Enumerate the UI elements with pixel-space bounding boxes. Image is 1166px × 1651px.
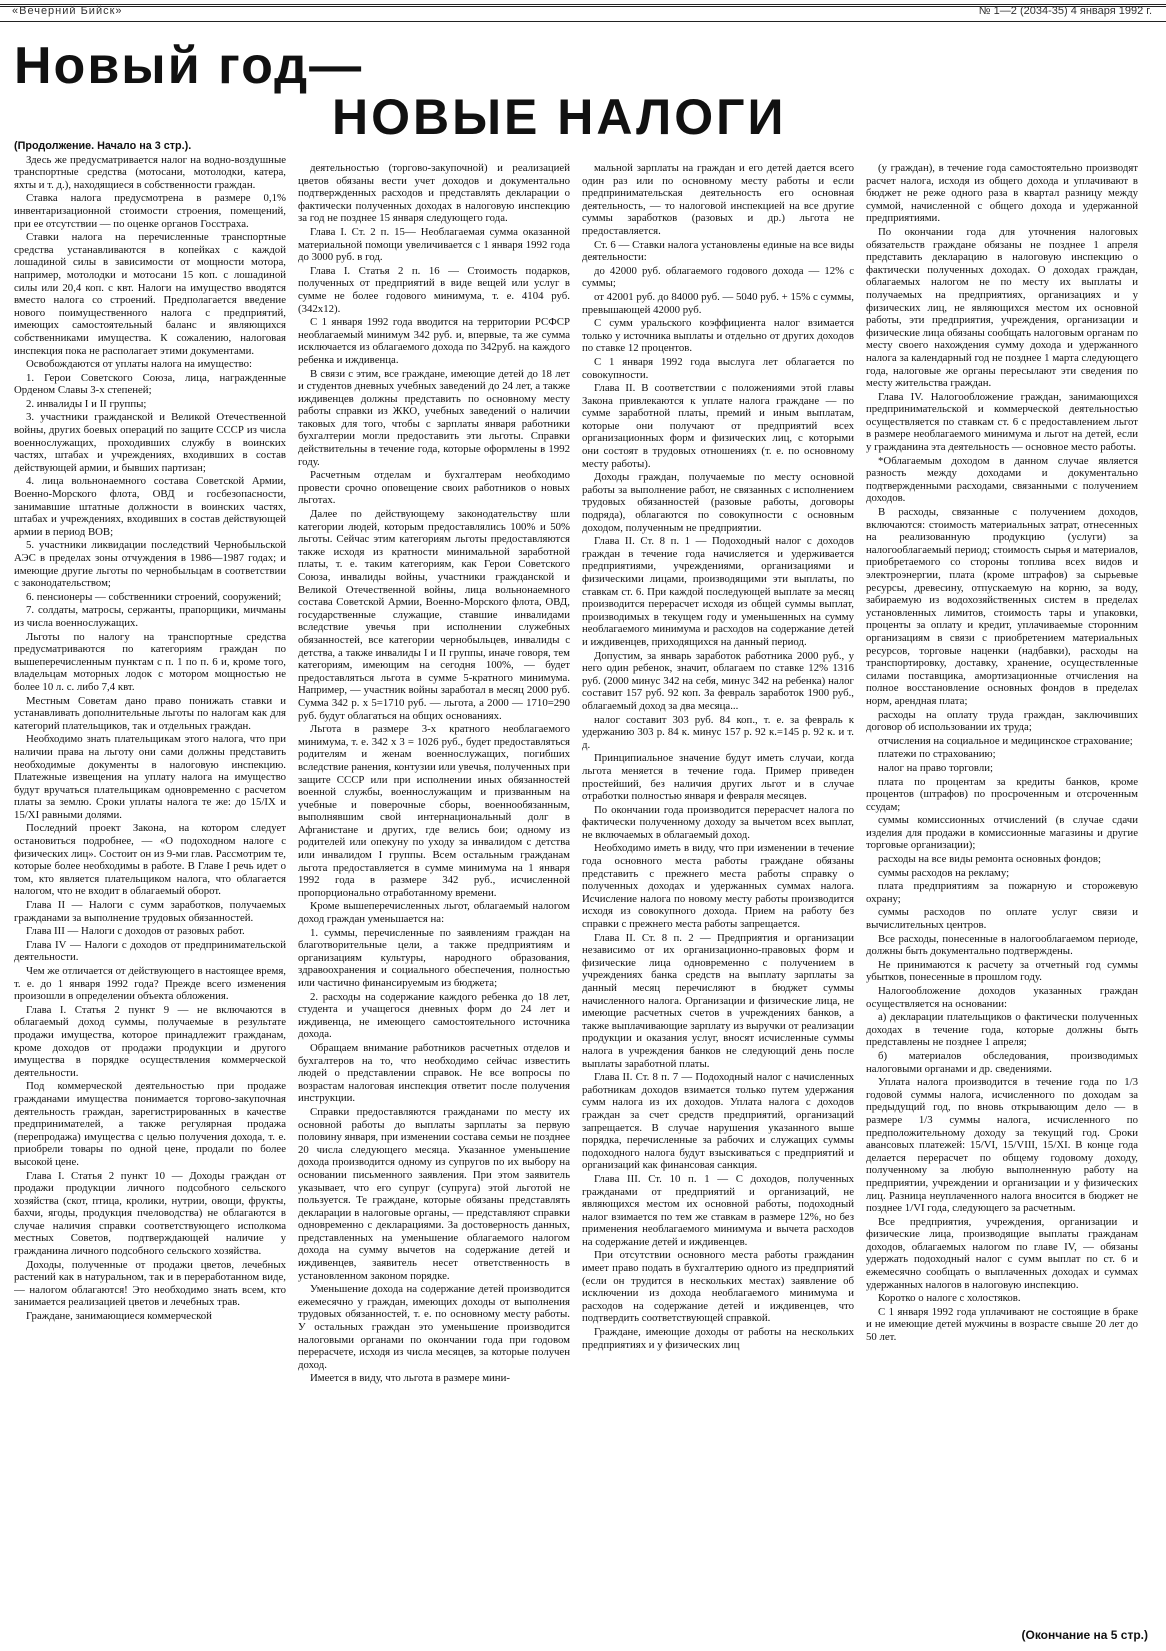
paragraph: расходы на все виды ремонта основных фондов; [878, 853, 1101, 866]
paragraph: до 42000 руб. облагаемого годового дохода — 12% с суммы; [582, 264, 854, 290]
paragraph: 2. инвалиды I и II группы; [26, 397, 147, 410]
masthead: «Вечерний Бийск» [12, 5, 123, 17]
column-4 [866, 140, 1138, 1618]
paragraph: Глава II. В соответствии с положениями этой главы Закона привлекаются к уплате налога граждане — по сумме заработной платы, премий и иным выплатам, которые они получают от предприятий всех организационных форм и физических лиц, с которыми они состоят в трудовых отношениях (т. е. по основному месту работы). [582, 382, 854, 470]
paragraph: налог на право торговли; [878, 761, 993, 774]
paragraph: Льготы по налогу на транспортные средства предусматриваются по категориям граждан по вышеперечисленным пунктам с п. 1 по п. 6 и, кроме того, владельцам моторных лодок с мотором мощностью не более 10 л. с. либо 7,4 квт. [14, 630, 286, 693]
paragraph: 1. Герои Советского Союза, лица, награжденные Орденом Славы 3-х степеней; [14, 371, 286, 397]
paragraph: Последний проект Закона, на котором следует остановиться подробнее, — «О подоходном налоге с физических лиц». Состоит он из 9-ми глав. Рассмотрим те, которые более необходимы в работе. В Главе I речь идет о том, кто является плательщиком налога, что облагается налогом, что не входит в облагаемый оборот. [14, 822, 286, 898]
paragraph: Глава III. Ст. 10 п. 1 — С доходов, полученных гражданами от предприятий и организаций, не являющихся местом их основной работы, подоходный налог взимается по тем же ставкам в размере 12%, но без применения необлагаемого минимума и вычета расходов на содержание детей и иждивенцев. [582, 1172, 854, 1248]
paragraph: С сумм уральского коэффициента налог взимается только у источника выплаты и отдельно от других доходов по ставке 12 процентов. [582, 317, 854, 355]
paragraph: По окончании года производится перерасчет налога по фактически полученному доходу за вычетом всех выплат, не включаемых в облагаемый доход. [582, 803, 854, 841]
paragraph: мальной зарплаты на граждан и его детей дается всего один раз или по основному месту работы и если предпринимательская деятельность его основная деятельность, — то налоговой инспекцией на все другие суммы заработков (разовых и др.) льгота не предоставляется. [582, 162, 854, 237]
paragraph: 6. пенсионеры — собственники строений, сооружений; [26, 590, 282, 603]
paragraph: Глава I. Статья 2 пункт 10 — Доходы граждан от продажи продукции личного подсобного сельского хозяйства (скот, птица, кролики, нутрии, овощи, фрукты, бахчи, ягоды, продукция пчеловодства) не облагаются в случае наличия справки соответствующего исполкома местных Советов, подтверждающей наличие у гражданина личного подсобного сельского хозяйства. [14, 1169, 286, 1258]
paragraph: (у граждан), в течение года самостоятельно производят расчет налога, исходя из общего дохода и уплачивают в бюджет не реже одного раза в квартал разницу между суммой, начисленной с общего дохода и удержанной предприятиями. [866, 162, 1138, 225]
paragraph: а) декларации плательщиков о фактически полученных доходах в течение года, которые должны быть представлены не позднее 1 апреля; [866, 1011, 1138, 1049]
paragraph: Глава I. Статья 2 п. 16 — Стоимость подарков, полученных от предприятий в виде вещей или услуг в сумме не более годового минимума, т. е. 4104 руб. (342х12). [298, 264, 570, 315]
paragraph: Ставка налога предусмотрена в размере 0,1% инвентаризационной стоимости строения, помещений, при ее отсутствии — по оценке органов Госстраха. [14, 192, 286, 230]
paragraph: деятельностью (торгово-закупочной) и реализацией цветов обязаны вести учет доходов и документально подтвержденных расходов и представлять декларации о фактически полученных доходах в налоговую инспекцию за год не позднее 15 января следующего года. [298, 162, 570, 225]
paragraph: В связи с этим, все граждане, имеющие детей до 18 лет и студентов дневных учебных заведений до 24 лет, а также иждивенцев должны представить по основному месту работы справки из ЖКО, учебных заведений о наличии таковых для того, чтобы с зарплаты января работники бухгалтерии могли предоставить эти льготы. Справки действительны в течение года, которые оформлены в 1992 году. [298, 367, 570, 468]
paragraph: Граждане, занимающиеся коммерческой [26, 1310, 212, 1323]
paragraph: Освобождаются от уплаты налога на имущество: [26, 358, 252, 371]
paragraph: суммы расходов на рекламу; [878, 866, 1010, 879]
paragraph: 7. солдаты, матросы, сержанты, прапорщики, мичманы из числа военнослужащих. [14, 604, 286, 629]
paragraph: Ст. 6 — Ставки налога установлены единые на все виды деятельности: [582, 238, 854, 264]
paragraph: 5. участники ликвидации последствий Чернобыльской АЭС в пределах зоны отчуждения в 1986—1987 годах; и имеющие другие льготы по чернобыльцам в соответствии с законодательством; [14, 539, 286, 590]
paragraph: Под коммерческой деятельностью при продаже гражданами имущества понимается торгово-закупочная деятельность граждан, зарегистрированных в качестве предпринимателей, а также регулярная продажа (перепродажа) имущества с целью получения дохода, т. е. приобрели товары по одной цене, продали по более высокой цене. [14, 1080, 286, 1168]
paragraph: плата предприятиям за пожарную и сторожевую охрану; [866, 880, 1138, 905]
paragraph: При отсутствии основного места работы гражданин имеет право подать в бухгалтерию одного из предприятий (если он трудится в нескольких местах) заявление об исключении из дохода необлагаемого минимума и расходов на содержание детей и иждивенцев, что подтвердить соответствующей справкой. [582, 1249, 854, 1325]
paragraph: Глава II. Ст. 8 п. 7 — Подоходный налог с начисленных работникам доходов взимается только путем удержания сумм налога из их доходов. Уплата налога с доходов граждан за счет средств предприятий, организаций запрещается. В случае нарушения указанного выше порядка, перечисленные за рабочих и служащих суммы подоходного налога будут взыскиваться с предприятий и организаций как финансовая санкция. [582, 1071, 854, 1172]
continuation-note: (Продолжение. Начало на 3 стр.). [14, 140, 192, 152]
paragraph: Глава I. Статья 2 пункт 9 — не включаются в облагаемый доход суммы, получаемые в результате продажи имущества, которое принадлежит гражданам, кроме доходов от продажи продукции и другого имущества в порядке осуществления коммерческой деятельности. [14, 1003, 286, 1079]
paragraph: По окончании года для уточнения налоговых обязательств граждане обязаны не позднее 1 апреля представить декларацию в налоговую инспекцию о фактически полученных доходах. О доходах граждан, облагаемых налогом не по месту их выплаты и получаемых на предприятиях, организациях и у физических лиц, не являющихся местом их основной работы, эти предприятия, учреждения, организации и физические лица обязаны сообщать налоговым органам по месту своего нахождения сумму дохода и удержанного налога за календарный год не позднее 1 марта следующего года, налоговые же органы пересылают эти сведения по месту жительства граждан. [866, 225, 1138, 390]
continued-note: (Окончание на 5 стр.) [1021, 1628, 1148, 1642]
paragraph: расходы на оплату труда граждан, заключивших договор об использовании их труда; [866, 708, 1138, 734]
paragraph: Глава I. Ст. 2 п. 15— Необлагаемая сумма оказанной материальной помощи увеличивается с 1 января 1992 года до 3000 руб. в год. [298, 225, 570, 264]
paragraph: налог составит 303 руб. 84 коп., т. е. за февраль к удержанию 303 р. 84 к. минус 157 р. 92 к.=145 р. 92 к. и т. д. [582, 713, 854, 751]
paragraph: Все предприятия, учреждения, организации и физические лица, производящие выплаты гражданам доходов, облагаемых налогом по главе IV, — обязаны удержать подоходный налог с сумм выплат по ст. 6 и ежемесячно сообщать о выплаченных доходах и суммах удержанных налогов в налоговую инспекцию. [866, 1215, 1138, 1291]
paragraph: суммы расходов по оплате услуг связи и вычислительных центров. [866, 906, 1138, 932]
paragraph: 2. расходы на содержание каждого ребенка до 18 лет, студента и учащегося дневных форм до 24 лет и иждивенца, не имеющего самостоятельного источника дохода. [298, 990, 570, 1041]
paragraph: суммы комиссионных отчислений (в случае сдачи изделия для продажи в комиссионные магазины и другие торговые организации); [866, 814, 1138, 852]
paragraph: б) материалов обследования, производимых налоговыми органами и др. сведениями. [866, 1049, 1138, 1075]
paragraph: Коротко о налоге с холостяков. [878, 1292, 1021, 1305]
paragraph: Доходы граждан, получаемые по месту основной работы за выполнение работ, не связанных с исполнением трудовых обязанностей (разовые работы, договоры подряда), облагаются по совокупности с основным доходом, полученным не предприятии. [582, 471, 854, 534]
paragraph: Местным Советам дано право понижать ставки и устанавливать дополнительные льготы по налогам как для категорий плательщиков, так и отдельных граждан. [14, 694, 286, 732]
paragraph: С 1 января 1992 года выслуга лет облагается по совокупности. [582, 355, 854, 381]
headline-line-2: НОВЫЕ НАЛОГИ [332, 89, 787, 145]
headline-line-1: Новый год— [14, 37, 364, 95]
paragraph: Справки предоставляются гражданами по месту их основной работы до выплаты зарплаты за первую половину января, при изменении состава семьи не позднее 20 числа следующего месяца. Указанное уменьшение дохода производится одному из супругов по их выбору на основании письменного заявления. При этом заявитель указывает, что его супруг (супруга) этой льготой не пользуется. Те граждане, которые обязаны представлять декларации в налоговые органы, — представляют справки одновременно с декларациями. За достоверность данных, представленных на уменьшение облагаемого налогом дохода на сумму вычетов на содержание детей и иждивенцев, заявитель несет ответственность в установленном законом порядке. [298, 1105, 570, 1282]
paragraph: Имеется в виду, что льгота в размере мини- [310, 1372, 510, 1385]
article-columns [14, 140, 1154, 1618]
paragraph: Глава II — Налоги с сумм заработков, получаемых гражданами за выполнение трудовых обязанностей. [14, 899, 286, 924]
paragraph: Все расходы, понесенные в налогооблагаемом периоде, должны быть документально подтверждены. [866, 932, 1138, 958]
column-2 [298, 140, 570, 1618]
paragraph: Обращаем внимание работников расчетных отделов и бухгалтеров на то, что необходимо сейчас известить людей о представлении справок. Не все вопросы по возрастам налоговая инспекция ответит после получения инструкции. [298, 1041, 570, 1105]
paragraph: 1. суммы, перечисленные по заявлениям граждан на благотворительные цели, а также предприятиям и организациям культуры, народного образования, здравоохранения и социального обеспечения, полностью или частично финансируемым из бюджета; [298, 926, 570, 989]
column-1-body [14, 154, 286, 1323]
paragraph: 4. лица вольнонаемного состава Советской Армии, Военно-Морского флота, ОВД и госбезопасности, занимавшие штатные должности в воинских частях, штабах и учреждениях, входивших в состав действующей армии в период ВОВ; [14, 475, 286, 538]
paragraph: Граждане, имеющие доходы от работы на нескольких предприятиях и у физических лиц [582, 1326, 854, 1351]
paragraph: Налогообложение доходов указанных граждан осуществляется на основании: [866, 985, 1138, 1010]
paragraph: Глава III — Налоги с доходов от разовых работ. [26, 925, 245, 938]
paragraph: плата по процентам за кредиты банков, кроме процентов (штрафов) по просроченным и отсроченным ссудам; [866, 775, 1138, 813]
paragraph: Здесь же предусматривается налог на водно-воздушные транспортные средства (мотосани, мотолодки, катера, яхты и т. д.), находящиеся в собственности граждан. [14, 153, 286, 191]
paragraph: Уменьшение дохода на содержание детей производится ежемесячно у граждан, имеющих доходы от выполнения трудовых обязанностей, т. е. по основному месту работы. У остальных граждан это уменьшение производится налоговыми органами по окончании года при годовом перерасчете, исходя из числа месяцев, за которые получен доход. [298, 1283, 570, 1371]
paragraph: 3. участники гражданской и Великой Отечественной войны, других боевых операций по защите СССР из числа военнослужащих, проходивших службу в воинских частях, штабах и учреждениях, входивших в состав действующей армии, и бывших партизан; [14, 411, 286, 474]
column-3 [582, 140, 854, 1618]
paragraph: Льгота в размере 3-х кратного необлагаемого минимума, т. е. 342 х 3 = 1026 руб., будет предоставляться родителям и женам военнослужащих, погибших вследствие ранения, контузии или увечья, полученных при защите СССР или при исполнении иных обязанностей военной службы, военнослужащим и призванным на учебные и поверочные сборы, военнообязанным, выполнявшим свой интернациональный долг в Афганистане и других, где велись бои; одному из родителей или опекуну по уходу за инвалидом с детства или инвалидом I группы. Всем остальным гражданам льгота предоставляется в сумме минимума на 1 января 1992 года в размере 342 руб., исчисленной пропорционально отработанному времени. [298, 723, 570, 899]
paragraph: Далее по действующему законодательству шли категории людей, которым предоставлялись 100% и 50% льготы. Сейчас этим категориям льготы предоставляются также исходя из кратности минимальной заработной платы, т. е. таким категориям, как Герои Советского Союза, инвалиды войны, участники гражданской и Великой Отечественной войны, лица вольнонаемного состава Советской Армии, Военно-Морского флота, ОВД, государственные служащие, ставшие инвалидами вследствие увечья при исполнении служебных обязанностей, все категории чернобыльцев, инвалиды с детства, а также инвалиды I и II группы, иначе говоря, тем категориям, имеющим на сегодня 100%, — будет предоставляться льгота в сумме 5-кратного минимума. Например, — участник войны заработал в месяц 2000 руб. Сумма 342 р. х 5=1710 руб. — льгота, а 2000 — 1710=290 руб. будут облагаться на общих основаниях. [298, 508, 570, 722]
paragraph: Необходимо иметь в виду, что при изменении в течение года основного места работы граждане обязаны представить с прежнего места работы справку о полученных доходах и удержанных суммах налога. Исчисление налога по новому месту работы производится исходя из совокупного дохода. Прием на работу без справки с прежнего места работы запрещается. [582, 842, 854, 931]
paragraph: Не принимаются к расчету за отчетный год суммы убытков, понесенные в прошлом году. [866, 958, 1138, 984]
paragraph: отчисления на социальное и медицинское страхование; [878, 734, 1133, 747]
paragraph: С 1 января 1992 года уплачивают не состоящие в браке и не имеющие детей мужчины в возрасте свыше 20 лет до 50 лет. [866, 1305, 1138, 1344]
paragraph: В расходы, связанные с получением доходов, включаются: стоимость материальных затрат, отнесенных на реализованную продукцию (услуги) за налогооблагаемый период; стоимость сырья и материалов, приобретаемого со стороны топлива всех видов и электроэнергии, плата (кроме штрафов) за сырьевые ресурсы, древесину, отпускаемую на корню, за воду, забираемую из водохозяйственных систем в пределах установленных лимитов, стоимость тары и упаковки, проценты за оплату и кредит, уплачиваемые сторонним организациям в связи с приобретением материальных ресурсов, торговые наценки (надбавки), расходы на транспортировку, доставку, хранение, осуществленные силами поставщика, амортизационные отчисления на полное восстановление основных фондов в пределах норм, арендная плата; [866, 506, 1138, 707]
paragraph: Глава II. Ст. 8 п. 1 — Подоходный налог с доходов граждан в течение года начисляется и удерживается предприятиями, учреждениями, организациями и физическими лицами, производящими эти выплаты, по ставкам ст. 6. При каждой последующей выплате за месяц производится перерасчет исходя из общей суммы выплат, производимых в текущем году и уменьшенных на сумму необлагаемого минимума и расходов на содержание детей и иждивенцев, приходящихся на данный период. [582, 535, 854, 648]
paragraph: Глава II. Ст. 8 п. 2 — Предприятия и организации независимо от их организационно-правовых форм и физические лица одновременно с получением в учреждениях банка средств на выплату зарплаты за данный месяц перечисляют в бюджет суммы начисленного налога. Организации и физические лица, не имеющие расчетных счетов в учреждениях банков, а также выплачивающие зарплату из выручки от реализации продукции и оказания услуг, вносят исчисленные суммы налога в учреждения банков не следующий день после выплаты заработной платы. [582, 931, 854, 1070]
paragraph: Глава IV. Налогообложение граждан, занимающихся предпринимательской и коммерческой деятельностью осуществляется по ставкам ст. 6 с предоставлением льгот в размере необлагаемого минимума и льгот на детей, если у гражданина эта деятельность — основное место работы. [866, 390, 1138, 454]
paragraph: С 1 января 1992 года вводится на территории РСФСР необлагаемый минимум 342 руб. и, впервые, та же сумма исключается из облагаемого дохода по 342руб. на каждого ребенка и иждивенца. [298, 316, 570, 366]
paragraph: Допустим, за январь заработок работника 2000 руб., у него один ребенок, значит, облагаем по ставке 12% 1316 руб. (2000 минус 342 на себя, минус 342 на ребенка) налог составит 157 руб. 92 коп. За февраль заработок 1900 руб., облагаемый доход за два месяца... [582, 649, 854, 712]
issue-info: № 1—2 (2034-35) 4 января 1992 г. [978, 5, 1152, 17]
paragraph: Принципиальное значение будут иметь случаи, когда льгота меняется в течение года. Пример приведен простейший, без наличия других льгот и в случае отработки полностью января и февраля месяцев. [582, 752, 854, 803]
paragraph: от 42001 руб. до 84000 руб. — 5040 руб. + 15% с суммы, превышающей 42000 руб. [582, 290, 854, 316]
paragraph: Кроме вышеперечисленных льгот, облагаемый налогом доход граждан уменьшается на: [298, 900, 570, 926]
paragraph: платежи по страхованию; [878, 748, 996, 761]
paragraph: Необходимо знать плательщикам этого налога, что при наличии права на льготу они сами должны представить необходимые документы в налоговую инспекцию. Платежные извещения на уплату налога на имущество будут вручаться плательщикам одновременно с расчетом платы за землю. Сроки уплаты налога те же: до 15/IX и 15/XI равными долями. [14, 733, 286, 821]
paragraph: Доходы, полученные от продажи цветов, лечебных растений как в натуральном, так и в переработанном виде, — налогом облагаются! Это необходимо знать всем, кто занимается реализацией цветов и лечебных трав. [14, 1258, 286, 1309]
column-1 [14, 140, 286, 1618]
paragraph: *Облагаемым доходом в данном случае является разность между доходами и документально подтвержденными расходами, связанными с получением доходов. [866, 454, 1138, 505]
paragraph: Глава IV — Налоги с доходов от предпринимательской деятельности. [14, 938, 286, 964]
paragraph: Чем же отличается от действующего в настоящее время, т. е. до 1 января 1992 года? Прежде всего изменения произошли в определении объекта обложения. [14, 965, 286, 1003]
paragraph: Ставки налога на перечисленные транспортные средства устанавливаются в копейках с каждой лошадиной силы в зависимости от мощности мотора, например, мотолодки и мотосани 15 коп. с лошадиной силы или 20,4 коп. с квт. Налоги на имущество вводятся вместо налога со строений. Предполагается введение нового поимущественного налога с предприятий, имеющих самостоятельный баланс и являющихся собственниками имущества. К сожалению, налоговая инспекция пока не располагает этими документами. [14, 231, 286, 357]
paragraph: Расчетным отделам и бухгалтерам необходимо провести срочно оповещение своих работников о новых льготах. [298, 469, 570, 507]
paragraph: Уплата налога производится в течение года по 1/3 годовой суммы налога, исчисленного по доходам за предыдущий год, по вновь открывающим дело — в размере 1/3 суммы налога, исчисленного по предположительному доходу за текущий год. Сроки авансовых платежей: 15/VI, 15/VIII, 15/XI. В конце года делается перерасчет по общему годовому доходу, полученному за любую выполненную работу на предприятии, учреждении и организации и у физических лиц. Разница неуплаченного налога вносится в бюджет не позднее 1/VI года, следующего за расчетным. [866, 1076, 1138, 1215]
